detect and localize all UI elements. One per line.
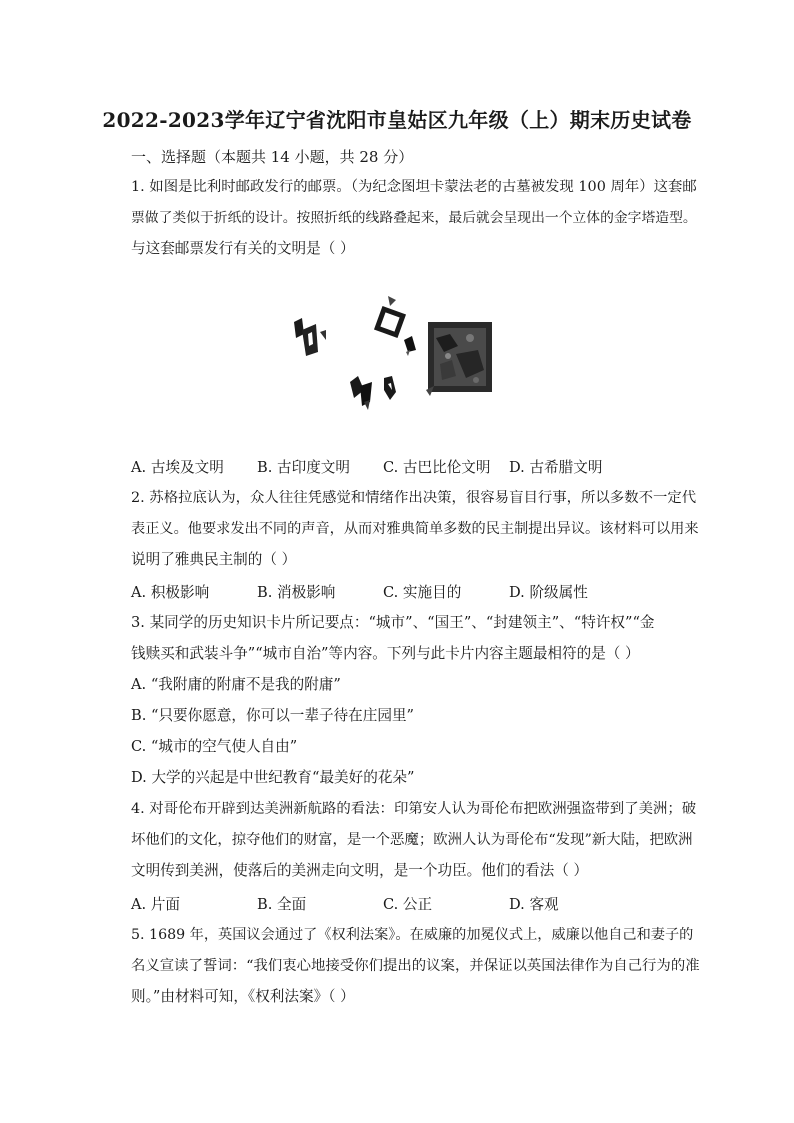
q4-options [131, 893, 559, 914]
stamp-texture [473, 377, 479, 383]
q5-line-3: 则。”由材料可知，《权利法案》（ ） [131, 988, 355, 1005]
q3-option-c: C. “城市的空气使人自由” [131, 738, 298, 755]
section-heading: 一、选择题（本题共 14 小题，共 28 分） [131, 148, 414, 166]
q2-option-d: D. 阶级属性 [509, 584, 588, 601]
q1-option-c: C. 古巴比伦文明 [383, 459, 491, 476]
stamp-texture [445, 353, 451, 359]
q1-option-a: A. 古埃及文明 [131, 459, 224, 476]
stamp-fragment [388, 296, 396, 306]
q3-line-2: 钱赎买和武装斗争”“城市自治”等内容。下列与此卡片内容主题最相符的是（ ） [131, 645, 640, 662]
stamp-fragment [294, 318, 304, 338]
q2-line-2: 表正义。他要求发出不同的声音，从而对雅典简单多数的民主制提出异议。该材料可以用来 [131, 521, 699, 537]
q1-line-1: 1. 如图是比利时邮政发行的邮票。（为纪念图坦卡蒙法老的古墓被发现 100 周年）这套邮 [131, 179, 697, 195]
q3-option-b: B. “只要你愿意，你可以一辈子待在庄园里” [131, 707, 415, 724]
q5-line-1: 5. 1689 年，英国议会通过了《权利法案》。在威廉的加冕仪式上，威廉以他自己和妻子的 [131, 927, 694, 943]
q4-line-3: 文明传到美洲，使落后的美洲走向文明，是一个功臣。他们的看法（ ） [131, 862, 589, 879]
q5-line-2: 名义宣读了誓词：“我们衷心地接受你们提出的议案，并保证以英国法律作为自己行为的准 [131, 958, 700, 974]
q4-line-2: 坏他们的文化，掠夺他们的财富，是一个恶魔；欧洲人认为哥伦布“发现”新大陆，把欧洲 [131, 832, 693, 848]
stamp-figure [280, 290, 510, 420]
q2-option-c: C. 实施目的 [383, 584, 462, 601]
pyramid-stamp-image [280, 290, 510, 420]
q2-line-3: 说明了雅典民主制的（ ） [131, 551, 297, 568]
q1-line-2: 票做了类似于折纸的设计。按照折纸的线路叠起来，最后就会呈现出一个立体的金字塔造型。 [131, 210, 697, 226]
exam-title: 2022-2023学年辽宁省沈阳市皇姑区九年级（上）期末历史试卷 [102, 108, 692, 132]
q4-option-a: A. 片面 [131, 896, 181, 913]
q2-option-a: A. 积极影响 [131, 584, 210, 601]
stamp-fragment [404, 336, 416, 352]
stamp-fragment [320, 330, 326, 340]
stamp-fragment [384, 376, 396, 400]
q2-option-b: B. 消极影响 [257, 584, 336, 601]
q3-line-1: 3. 某同学的历史知识卡片所记要点：“城市”、“国王”、“封建领主”、“特许权”“金 [131, 614, 655, 631]
q4-option-b: B. 全面 [257, 896, 307, 913]
q1-line-3: 与这套邮票发行有关的文明是（ ） [131, 240, 355, 257]
q3-option-d: D. 大学的兴起是中世纪教育“最美好的花朵” [131, 769, 415, 786]
q1-options [131, 456, 602, 477]
q2-line-1: 2. 苏格拉底认为，众人往往凭感觉和情绪作出决策，很容易盲目行事，所以多数不一定代 [131, 490, 697, 506]
q1-option-b: B. 古印度文明 [257, 459, 350, 476]
q4-line-1: 4. 对哥伦布开辟到达美洲新航路的看法：印第安人认为哥伦布把欧洲强盗带到了美洲；破 [131, 801, 697, 817]
q2-options [131, 581, 588, 602]
q3-option-a: A. “我附庸的附庸不是我的附庸” [131, 676, 341, 693]
q1-option-d: D. 古希腊文明 [509, 459, 603, 476]
stamp-fragment [377, 309, 403, 335]
stamp-texture [466, 334, 474, 342]
q4-option-d: D. 客观 [509, 896, 559, 913]
q4-option-c: C. 公正 [383, 896, 433, 913]
